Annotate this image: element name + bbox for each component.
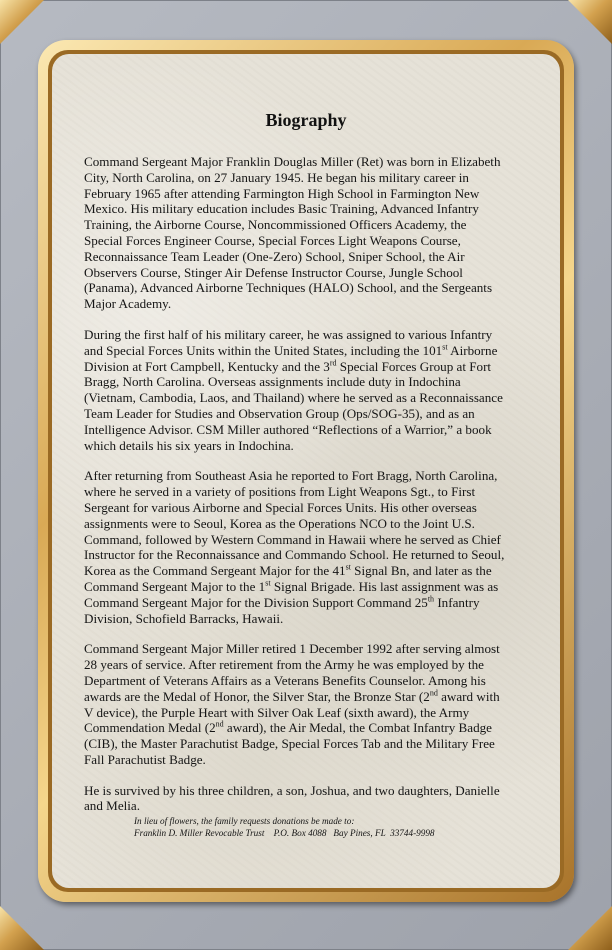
bio-paragraph: He is survived by his three children, a son, Joshua, and two daughters, Danielle and Melia. [84,782,500,814]
biography-body [84,110,536,839]
memorial-note-line2: Franklin D. Miller Revocable Trust P.O. Box 4088 Bay Pines, FL 33744-9998 [134,828,435,839]
frame-inner-bevel [48,50,564,892]
gold-frame [38,40,574,902]
ordinal-suffix: th [427,594,435,604]
bio-paragraph: After returning from Southeast Asia he reported to Fort Bragg, North Carolina, where he served in a variety of positions from Light Weapons Sgt., to First Sergeant for various Airborne and Special Forces Units. His other overseas assignments were to Seoul, Korea as the Operations NCO to the Joint U.S. Command, followed by Western Command in Hawaii where he served as Chief Instructor for the Reconnaissance and Commando School. He returned to Seoul, Korea as the Command Sergeant Major for the 41st Signal Bn, and later as the Command Sergeant Major to the 1st Signal Brigade. His last assignment was as Command Sergeant Major for the Division Support Command 25th Infantry Division, Schofield Barracks, Hawaii. [84,468,505,626]
memorial-note-line1: In lieu of flowers, the family requests donations be made to: [134,816,355,827]
gold-corner-top-left [0,0,44,44]
bio-paragraph: During the first half of his military career, he was assigned to various Infantry and Special Forces Units within the United States, including the 101st Airborne Division at Fort Campbell, Kentucky and the 3rd Special Forces Group at Fort Bragg, North Carolina. Overseas assignments include duty in Indochina (Vietnam, Cambodia, Laos, and Thailand) where he served as a Reconnaissance Team Leader for Studies and Observation Group (Ops/SOG-35), and as an Intelligence Advisor. CSM Miller authored “Reflections of a Warrior,” a book which details his six years in Indochina. [84,326,503,453]
ordinal-suffix: nd [215,719,224,729]
ordinal-suffix: st [442,342,448,352]
bio-paragraph: Command Sergeant Major Miller retired 1 December 1992 after serving almost 28 years of service. After retirement from the Army he was employed by the Department of Veterans Affairs as a Veterans Benefits Counselor. Among his awards are the Medal of Honor, the Silver Star, the Bronze Star (2nd award with V device), the Purple Heart with Silver Oak Leaf (sixth award), the Army Commendation Medal (2nd award), the Air Medal, the Combat Infantry Badge (CIB), the Master Parachutist Badge, Special Forces Tab and the Military Free Fall Parachutist Badge. [84,641,500,767]
gold-corner-bottom-right [568,906,612,950]
bio-paragraph: Command Sergeant Major Franklin Douglas Miller (Ret) was born in Elizabeth City, North Carolina, on 27 January 1945. He began his military career in February 1965 after attending Farmington High School in Farmington New Mexico. His military education includes Basic Training, Advanced Infantry Training, the Airborne Course, Noncommissioned Officers Academy, the Special Forces Engineer Course, Special Forces Light Weapons Course, Reconnaissance Team Leader (One-Zero) School, Sniper School, the Air Observers Course, Stinger Air Defense Instructor Course, Jungle School (Panama), Advanced Airborne Techniques (HALO) School, and the Sergeants Major Academy. [84,154,501,312]
memorial-note [134,815,536,839]
gold-corner-top-right [568,0,612,44]
ordinal-suffix: st [265,578,271,588]
page-title: Biography [265,110,347,130]
ordinal-suffix: st [345,562,351,572]
ordinal-suffix: rd [329,358,337,368]
gold-corner-bottom-left [0,906,44,950]
ordinal-suffix: nd [429,688,438,698]
parchment-panel [52,54,560,888]
